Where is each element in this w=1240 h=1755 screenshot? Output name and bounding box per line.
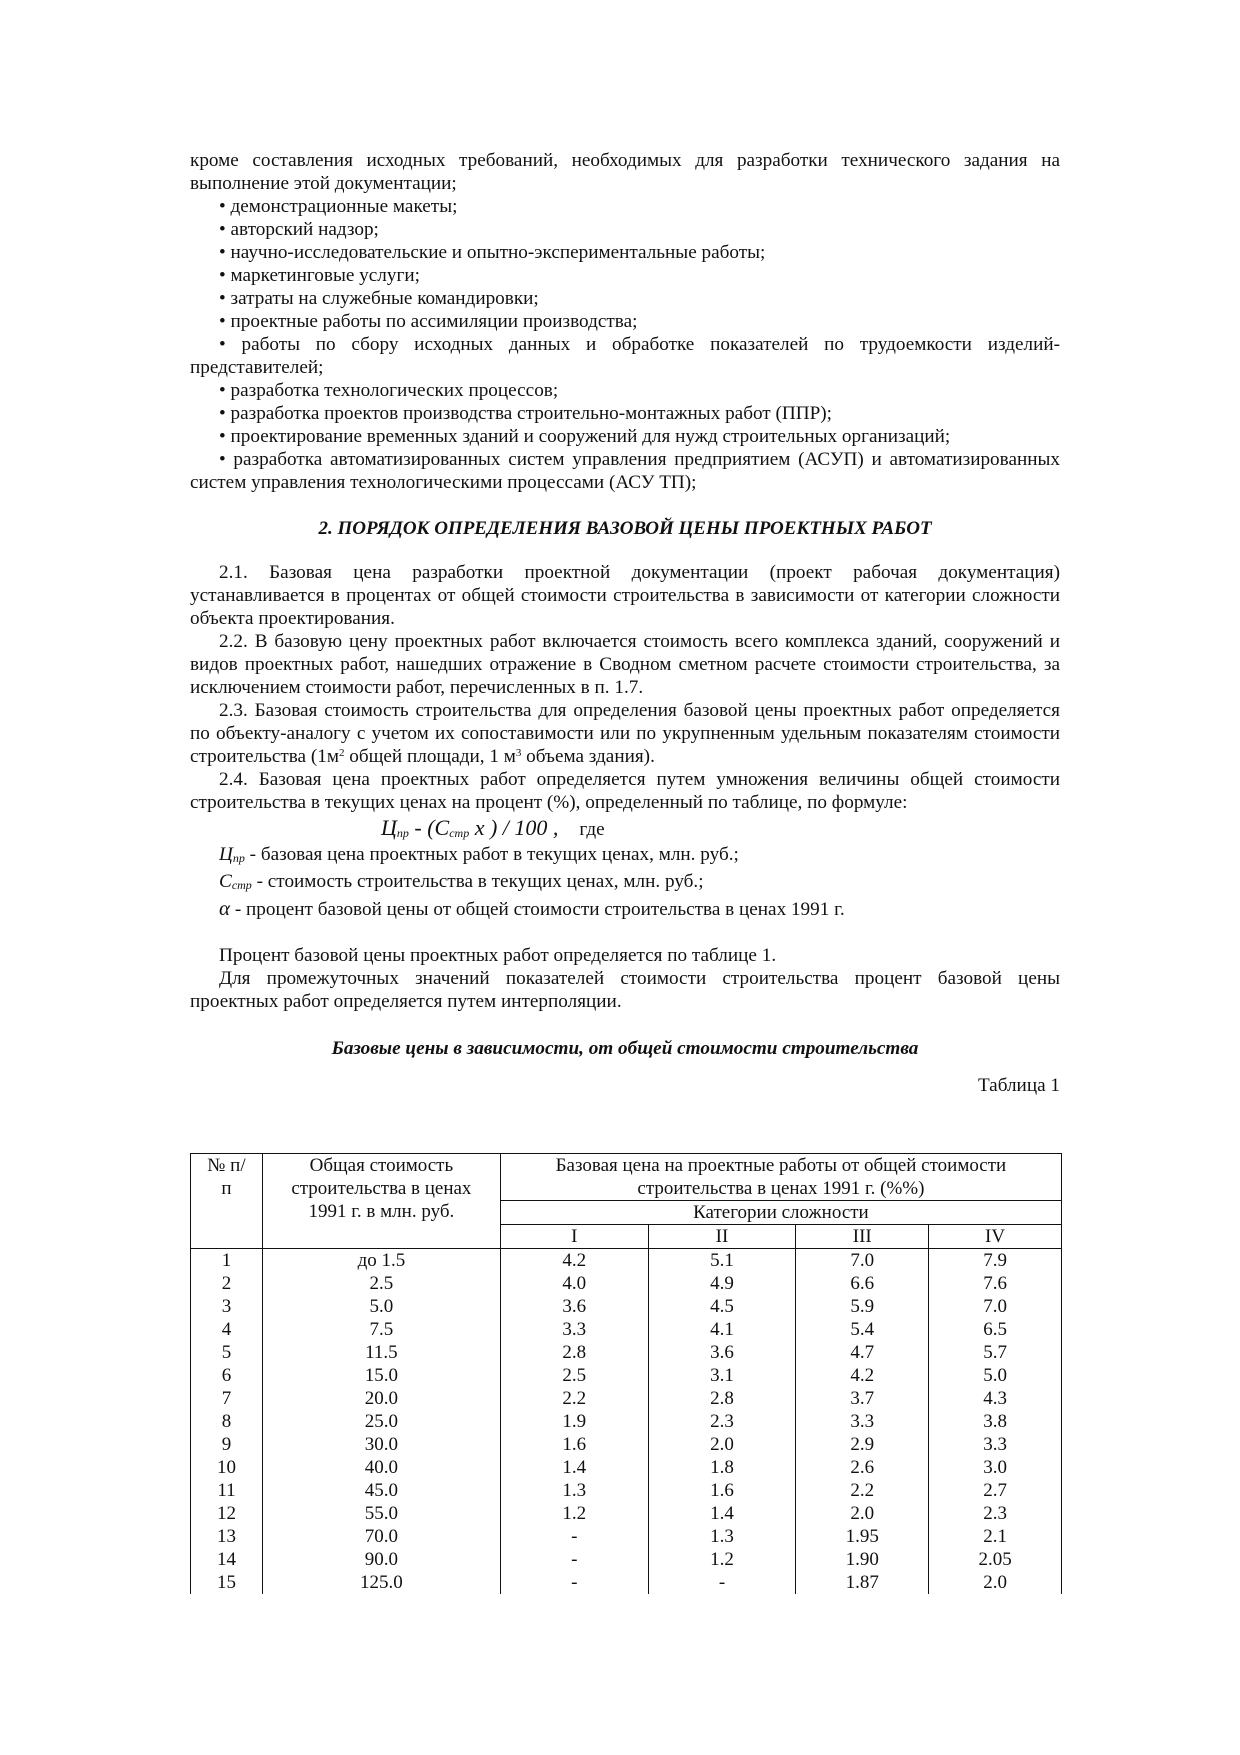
- header-price: Базовая цена на проектные работы от общей стоимости строительства в ценах 1991 г. (%%): [500, 1154, 1061, 1201]
- paragraph-2-3-text-b: общей площади, 1 м: [344, 746, 516, 767]
- table-caption: Базовые цены в зависимости, от общей стоимости строительства: [331, 1038, 919, 1059]
- table-cell: 7: [191, 1387, 263, 1410]
- bullet-item: • работы по сбору исходных данных и обработке показателей по трудоемкости изделий-представителей;: [190, 334, 1060, 378]
- table-row: [191, 1249, 1062, 1273]
- table-cell: 3.3: [500, 1318, 648, 1341]
- table-cell: 1.87: [796, 1571, 929, 1594]
- bullet-item: • демонстрационные макеты;: [219, 196, 458, 217]
- table-cell: -: [500, 1548, 648, 1571]
- table-cell: 2.8: [648, 1387, 796, 1410]
- table-cell: 8: [191, 1410, 263, 1433]
- formula: [190, 816, 1060, 842]
- table-cell: 55.0: [262, 1502, 500, 1525]
- table-cell: 1.4: [500, 1456, 648, 1479]
- table-cell: 1.2: [500, 1502, 648, 1525]
- table-cell: 7.5: [262, 1318, 500, 1341]
- table-cell: 4.2: [500, 1249, 648, 1273]
- table-number: Таблица 1: [977, 1075, 1060, 1096]
- formula-where: где: [579, 819, 605, 840]
- bullet-item: • маркетинговые услуги;: [219, 265, 420, 286]
- closing-paragraph-1: Процент базовой цены проектных работ определяется по таблице 1.: [219, 945, 777, 966]
- table-cell: 1.90: [796, 1548, 929, 1571]
- table-row: [191, 1295, 1062, 1318]
- header-number: [191, 1154, 263, 1249]
- formula-c-sub: пр: [396, 826, 409, 840]
- category-II: II: [648, 1225, 796, 1249]
- table-cell: 3.3: [929, 1433, 1062, 1456]
- table-cell: 1.6: [648, 1479, 796, 1502]
- table-cell: 2.0: [796, 1502, 929, 1525]
- table-cell: 2.2: [500, 1387, 648, 1410]
- table-cell: 2.3: [929, 1502, 1062, 1525]
- table-row: [191, 1318, 1062, 1341]
- table-cell: 3.6: [500, 1295, 648, 1318]
- table-cell: 90.0: [262, 1548, 500, 1571]
- table-cell: 2.3: [648, 1410, 796, 1433]
- paragraph-2-4: 2.4. Базовая цена проектных работ определяется путем умножения величины общей стоимости строительства в текущих ценах на процент (%), определенный по таблице, по формуле:: [190, 769, 1060, 813]
- table-row: [191, 1571, 1062, 1594]
- header-cost-text: Общая стоимость строительства в ценах 1991 г. в млн. руб.: [291, 1155, 472, 1222]
- table-row: [191, 1525, 1062, 1548]
- table-cell: 70.0: [262, 1525, 500, 1548]
- table-cell: 1: [191, 1249, 263, 1273]
- table-cell: 4.9: [648, 1272, 796, 1295]
- table-row: [191, 1387, 1062, 1410]
- table-cell: 2.05: [929, 1548, 1062, 1571]
- table-cell: 15: [191, 1571, 263, 1594]
- section-heading: 2. ПОРЯДОК ОПРЕДЕЛЕНИЯ ВАЗОВОЙ ЦЕНЫ ПРОЕКТНЫХ РАБОТ: [318, 518, 932, 539]
- table-cell: 5: [191, 1341, 263, 1364]
- header-categories: Категории сложности: [500, 1201, 1061, 1225]
- table-cell: 3.6: [648, 1341, 796, 1364]
- bullet-item: • проектирование временных зданий и сооружений для нужд строительных организаций;: [219, 426, 951, 447]
- table-cell: 2: [191, 1272, 263, 1295]
- definitions: [190, 843, 1060, 921]
- table-cell: 1.6: [500, 1433, 648, 1456]
- table-cell: 4: [191, 1318, 263, 1341]
- table-cell: 2.5: [500, 1364, 648, 1387]
- table-cell: 3.3: [796, 1410, 929, 1433]
- definition-cstr: [190, 870, 1060, 897]
- formula-expression: [381, 815, 558, 840]
- table-cell: 11: [191, 1479, 263, 1502]
- table-cell: 2.5: [262, 1272, 500, 1295]
- table-cell: 2.0: [648, 1433, 796, 1456]
- table-cell: 12: [191, 1502, 263, 1525]
- table-cell: 3.0: [929, 1456, 1062, 1479]
- table-cell: 5.1: [648, 1249, 796, 1273]
- table-cell: 2.9: [796, 1433, 929, 1456]
- table-cell: -: [500, 1525, 648, 1548]
- table-cell: 5.9: [796, 1295, 929, 1318]
- def-symbol: Ц: [219, 844, 233, 865]
- table-cell: 2.0: [929, 1571, 1062, 1594]
- table-cell: 1.95: [796, 1525, 929, 1548]
- formula-c: Ц: [381, 815, 397, 840]
- table-row: [191, 1456, 1062, 1479]
- category-IV: IV: [929, 1225, 1062, 1249]
- intro-continuation: кроме составления исходных требований, необходимых для разработки технического задания на выполнение этой документации;: [190, 150, 1060, 194]
- definition-alpha: [190, 897, 1060, 921]
- table-cell: 6: [191, 1364, 263, 1387]
- table-cell: -: [500, 1571, 648, 1594]
- table-row: [191, 1364, 1062, 1387]
- table-cell: 5.7: [929, 1341, 1062, 1364]
- table-cell: 4.2: [796, 1364, 929, 1387]
- paragraph-2-1: 2.1. Базовая цена разработки проектной документации (проект рабочая документация) устанавливается в процентах от общей стоимости строительства в зависимости от категории сложности объекта проектирования.: [190, 562, 1060, 629]
- table-cell: 4.5: [648, 1295, 796, 1318]
- table-cell: 4.1: [648, 1318, 796, 1341]
- table-row: [191, 1410, 1062, 1433]
- table-cell: 25.0: [262, 1410, 500, 1433]
- table-cell: 30.0: [262, 1433, 500, 1456]
- def-sub: пр: [232, 851, 245, 865]
- table-cell: 1.9: [500, 1410, 648, 1433]
- table-cell: 2.8: [500, 1341, 648, 1364]
- table-cell: 1.2: [648, 1548, 796, 1571]
- paragraph-2-3-text-a: 2.3. Базовая стоимость строительства для определения базовой цены проектных работ определяется по объекту-аналогу с учетом их сопоставимости или по укрупненным удельным показателям стоимости строительства (1м: [190, 700, 1060, 767]
- table-row: [191, 1272, 1062, 1295]
- formula-s-sub: стр: [449, 826, 470, 840]
- table-cell: 3.7: [796, 1387, 929, 1410]
- table-cell: 5.0: [929, 1364, 1062, 1387]
- table-cell: 2.1: [929, 1525, 1062, 1548]
- table-cell: 1.8: [648, 1456, 796, 1479]
- table-cell: 2.2: [796, 1479, 929, 1502]
- def-symbol: α: [219, 896, 231, 920]
- table-cell: -: [648, 1571, 796, 1594]
- table-cell: 7.0: [796, 1249, 929, 1273]
- formula-mid: - (С: [408, 815, 450, 840]
- bullet-item: • авторский надзор;: [219, 219, 379, 240]
- closing-paragraph-2: Для промежуточных значений показателей стоимости строительства процент базовой цены проектных работ определяется путем интерполяции.: [190, 968, 1060, 1012]
- bullet-item: • разработка проектов производства строительно-монтажных работ (ППР);: [219, 403, 832, 424]
- table-cell: 1.3: [500, 1479, 648, 1502]
- header-cost: [262, 1154, 500, 1249]
- price-table: [190, 1153, 1062, 1594]
- document-page: [190, 149, 1060, 1097]
- category-III: III: [796, 1225, 929, 1249]
- category-I: I: [500, 1225, 648, 1249]
- table-cell: 10: [191, 1456, 263, 1479]
- bullet-item: • научно-исследовательские и опытно-экспериментальные работы;: [219, 242, 766, 263]
- bullet-list: [190, 195, 1060, 494]
- bullet-item: • затраты на служебные командировки;: [219, 288, 539, 309]
- paragraph-2-3: [190, 699, 1060, 768]
- table-cell: 13: [191, 1525, 263, 1548]
- table-cell: 6.6: [796, 1272, 929, 1295]
- table-cell: 7.9: [929, 1249, 1062, 1273]
- def-text: - стоимость строительства в текущих ценах, млн. руб.;: [251, 871, 704, 892]
- table-cell: 20.0: [262, 1387, 500, 1410]
- table-cell: 1.3: [648, 1525, 796, 1548]
- table-cell: 3: [191, 1295, 263, 1318]
- superscript-3: 3: [515, 747, 522, 759]
- def-text: - процент базовой цены от общей стоимости строительства в ценах 1991 г.: [230, 899, 845, 920]
- bullet-item: • разработка автоматизированных систем управления предприятием (АСУП) и автоматизированных систем управления технологическими процессами (АСУ ТП);: [190, 449, 1060, 493]
- table-cell: 3.8: [929, 1410, 1062, 1433]
- table-row: [191, 1479, 1062, 1502]
- table-cell: 9: [191, 1433, 263, 1456]
- table-cell: 4.3: [929, 1387, 1062, 1410]
- table-row: [191, 1341, 1062, 1364]
- table-cell: 14: [191, 1548, 263, 1571]
- table-cell: 5.0: [262, 1295, 500, 1318]
- bullet-item: • разработка технологических процессов;: [219, 380, 559, 401]
- table-cell: 15.0: [262, 1364, 500, 1387]
- table-cell: 11.5: [262, 1341, 500, 1364]
- superscript-2: 2: [338, 747, 345, 759]
- def-symbol: С: [219, 871, 232, 892]
- table-cell: 7.6: [929, 1272, 1062, 1295]
- table-cell: 45.0: [262, 1479, 500, 1502]
- paragraph-2-3-text-c: объема здания).: [521, 746, 655, 767]
- table-row: [191, 1548, 1062, 1571]
- table-cell: 7.0: [929, 1295, 1062, 1318]
- table-cell: 4.7: [796, 1341, 929, 1364]
- table-cell: 6.5: [929, 1318, 1062, 1341]
- table-cell: 125.0: [262, 1571, 500, 1594]
- table-cell: 5.4: [796, 1318, 929, 1341]
- table-body: [191, 1249, 1062, 1595]
- table-cell: 2.7: [929, 1479, 1062, 1502]
- table-cell: 4.0: [500, 1272, 648, 1295]
- def-text: - базовая цена проектных работ в текущих ценах, млн. руб.;: [244, 844, 739, 865]
- table-cell: 2.6: [796, 1456, 929, 1479]
- table-cell: 1.4: [648, 1502, 796, 1525]
- table-cell: 3.1: [648, 1364, 796, 1387]
- paragraph-2-2: 2.2. В базовую цену проектных работ включается стоимость всего комплекса зданий, сооружений и видов проектных работ, нашедших отражение в Сводном сметном расчете стоимости строительства, за исключением стоимости работ, перечисленных в п. 1.7.: [190, 631, 1060, 698]
- definition-cpr: [190, 843, 1060, 870]
- table-cell: до 1.5: [262, 1249, 500, 1273]
- def-sub: стр: [231, 878, 252, 892]
- bullet-item: • проектные работы по ассимиляции производства;: [219, 311, 638, 332]
- table-row: [191, 1433, 1062, 1456]
- table-cell: 40.0: [262, 1456, 500, 1479]
- formula-tail: х ) / 100 ,: [469, 815, 559, 840]
- table-row: [191, 1502, 1062, 1525]
- header-number-text: № п/п: [207, 1155, 246, 1199]
